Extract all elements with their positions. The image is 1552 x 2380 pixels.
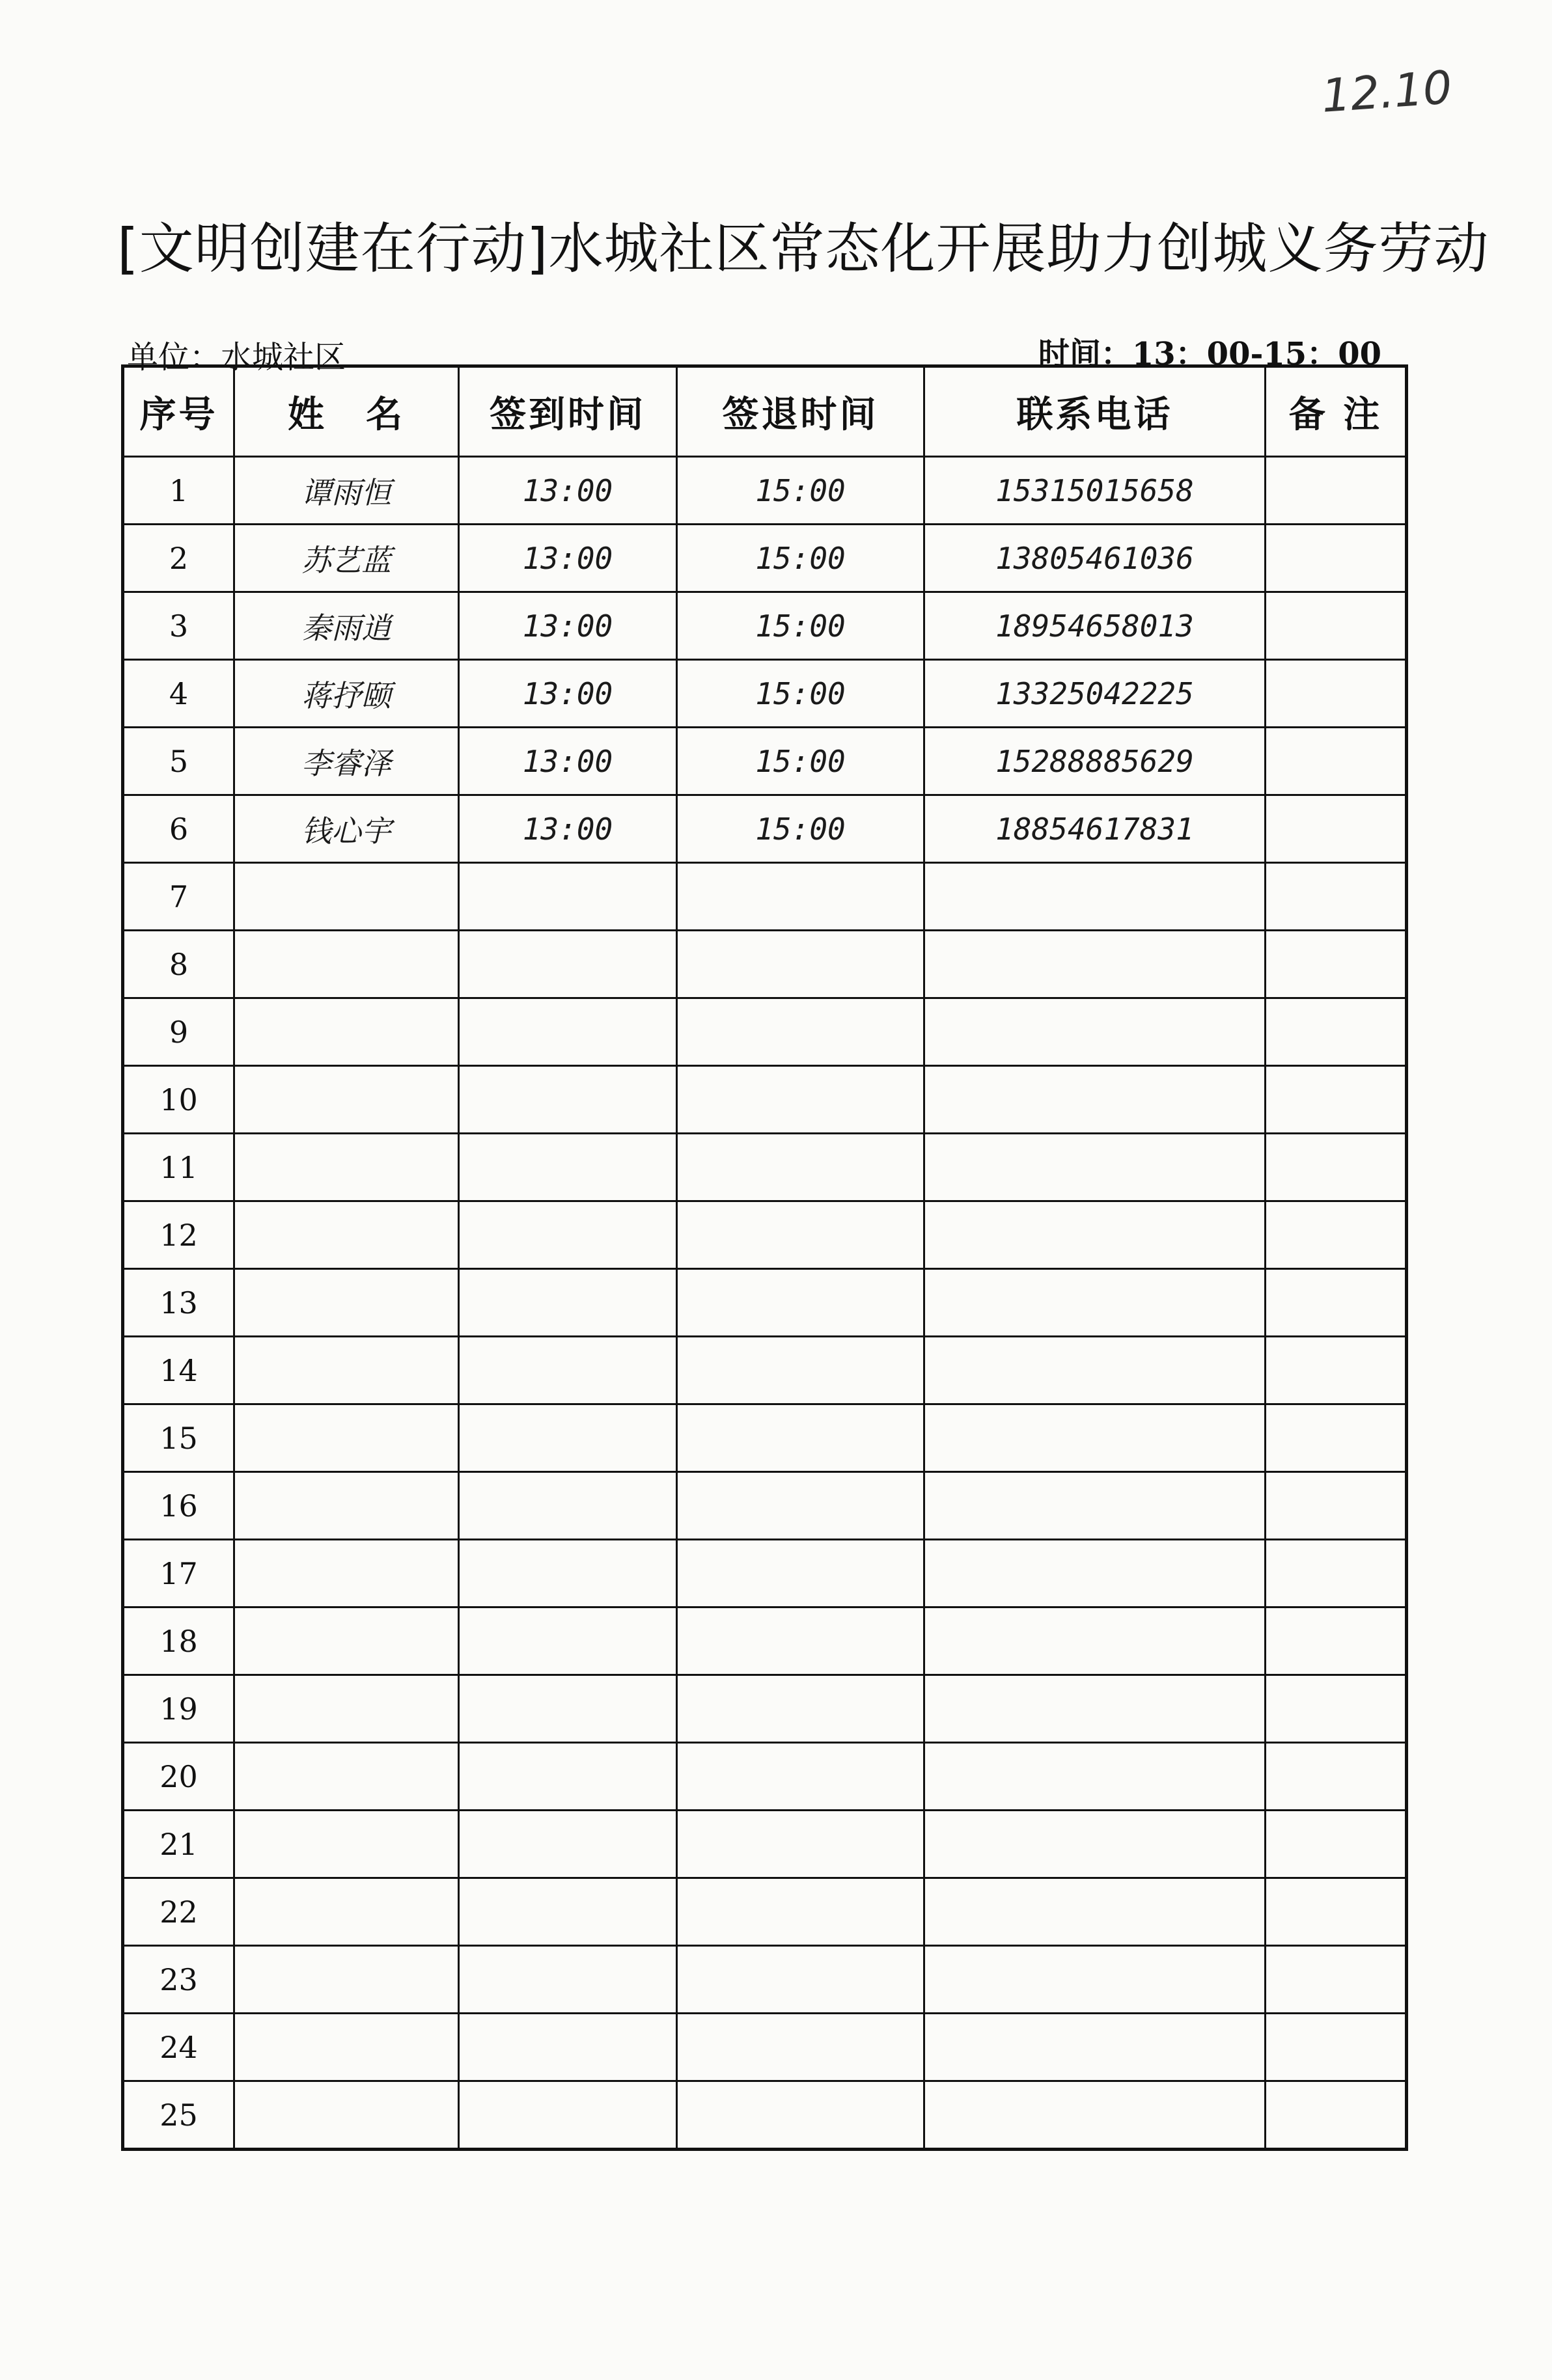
row-name: 蒋抒颐 [234,660,459,728]
row-name [234,863,459,931]
table-row [123,1472,1407,1540]
row-name: 苏艺蓝 [234,525,459,592]
row-name [234,2081,459,2150]
row-name [234,1472,459,1540]
row-phone [924,1743,1266,1811]
row-sign-in-time [459,1946,677,2014]
row-note [1266,1134,1407,1201]
row-sign-out-time: 15:00 [677,592,924,660]
row-index: 5 [123,728,234,795]
row-index: 22 [123,1878,234,1946]
row-note [1266,2081,1407,2150]
row-sign-out-time [677,2014,924,2081]
row-index: 23 [123,1946,234,2014]
row-note [1266,1878,1407,1946]
row-note [1266,1472,1407,1540]
row-sign-in-time [459,1675,677,1743]
table-row [123,1607,1407,1675]
row-index: 20 [123,1743,234,1811]
row-sign-in-time [459,1404,677,1472]
row-name [234,1675,459,1743]
table-row [123,1066,1407,1134]
row-sign-out-time: 15:00 [677,457,924,525]
table-row [123,1404,1407,1472]
row-note [1266,863,1407,931]
row-sign-out-time [677,1066,924,1134]
row-sign-in-time: 13:00 [459,660,677,728]
row-phone [924,1404,1266,1472]
row-index: 4 [123,660,234,728]
row-note [1266,1743,1407,1811]
row-index: 25 [123,2081,234,2150]
row-name [234,931,459,998]
row-index: 9 [123,998,234,1066]
row-index: 12 [123,1201,234,1269]
row-sign-in-time [459,1811,677,1878]
row-index: 8 [123,931,234,998]
row-sign-out-time [677,1878,924,1946]
row-sign-out-time [677,863,924,931]
row-sign-out-time [677,1743,924,1811]
row-name [234,1878,459,1946]
row-index: 3 [123,592,234,660]
header-index: 序号 [123,366,234,457]
row-index: 1 [123,457,234,525]
row-name: 李睿泽 [234,728,459,795]
table-row [123,660,1407,728]
row-phone: 18854617831 [924,795,1266,863]
table-row [123,1675,1407,1743]
row-note [1266,1337,1407,1404]
table-row [123,457,1407,525]
row-sign-out-time [677,2081,924,2150]
row-note [1266,1404,1407,1472]
table-row [123,2014,1407,2081]
row-sign-out-time [677,1201,924,1269]
row-sign-out-time [677,1540,924,1607]
row-note [1266,660,1407,728]
row-sign-in-time [459,2081,677,2150]
row-sign-in-time: 13:00 [459,592,677,660]
table-row [123,592,1407,660]
table-row [123,1337,1407,1404]
table-body [123,457,1407,2150]
row-sign-in-time [459,1878,677,1946]
row-sign-in-time [459,2014,677,2081]
row-index: 11 [123,1134,234,1201]
row-sign-in-time [459,931,677,998]
row-index: 10 [123,1066,234,1134]
row-name [234,1946,459,2014]
table-row [123,863,1407,931]
row-phone: 18954658013 [924,592,1266,660]
row-index: 6 [123,795,234,863]
row-name [234,1404,459,1472]
header-sign-in-time: 签到时间 [459,366,677,457]
row-sign-out-time: 15:00 [677,525,924,592]
row-name [234,1066,459,1134]
row-name: 钱心宇 [234,795,459,863]
row-index: 13 [123,1269,234,1337]
row-sign-in-time [459,1540,677,1607]
row-phone [924,1337,1266,1404]
row-name [234,1607,459,1675]
row-index: 24 [123,2014,234,2081]
row-phone [924,2014,1266,2081]
sign-in-table [121,364,1408,2151]
row-phone: 15288885629 [924,728,1266,795]
row-index: 15 [123,1404,234,1472]
row-index: 18 [123,1607,234,1675]
row-sign-out-time: 15:00 [677,728,924,795]
row-note [1266,1201,1407,1269]
row-sign-in-time [459,1269,677,1337]
row-sign-in-time [459,1134,677,1201]
table-row [123,1540,1407,1607]
table-row [123,2081,1407,2150]
row-sign-in-time [459,1066,677,1134]
page-title: [文明创建在行动]水城社区常态化开展助力创城义务劳动 [117,217,1490,280]
row-sign-out-time: 15:00 [677,795,924,863]
table-row [123,931,1407,998]
row-sign-out-time [677,1946,924,2014]
row-name [234,1134,459,1201]
row-phone [924,1472,1266,1540]
row-phone [924,2081,1266,2150]
row-index: 2 [123,525,234,592]
row-sign-in-time [459,1743,677,1811]
row-phone [924,1540,1266,1607]
time-label: 时间：13：00-15：00 [1038,336,1381,372]
row-sign-out-time [677,998,924,1066]
row-note [1266,1607,1407,1675]
row-sign-out-time [677,1134,924,1201]
table-row [123,1743,1407,1811]
row-phone [924,1269,1266,1337]
row-phone [924,863,1266,931]
row-sign-in-time: 13:00 [459,795,677,863]
row-phone [924,1675,1266,1743]
row-sign-out-time [677,1404,924,1472]
row-sign-out-time [677,1269,924,1337]
row-note [1266,1811,1407,1878]
table-row [123,1134,1407,1201]
row-name: 秦雨逍 [234,592,459,660]
row-sign-in-time [459,998,677,1066]
row-sign-in-time [459,1337,677,1404]
row-note [1266,2014,1407,2081]
row-phone: 13325042225 [924,660,1266,728]
row-name [234,1811,459,1878]
row-phone [924,1201,1266,1269]
row-sign-in-time: 13:00 [459,525,677,592]
table-header-row [123,366,1407,457]
row-sign-in-time [459,863,677,931]
row-index: 19 [123,1675,234,1743]
row-phone [924,1134,1266,1201]
row-name [234,2014,459,2081]
row-note [1266,998,1407,1066]
row-phone [924,1878,1266,1946]
row-index: 14 [123,1337,234,1404]
row-phone [924,1607,1266,1675]
row-note [1266,728,1407,795]
handwritten-date-note: 12.10 [1320,61,1454,123]
row-sign-out-time [677,1607,924,1675]
table-row [123,795,1407,863]
table-row [123,1201,1407,1269]
row-note [1266,1946,1407,2014]
table-row [123,1878,1407,1946]
row-name: 谭雨恒 [234,457,459,525]
row-sign-out-time: 15:00 [677,660,924,728]
row-sign-in-time: 13:00 [459,457,677,525]
row-phone: 15315015658 [924,457,1266,525]
row-note [1266,1540,1407,1607]
row-note [1266,931,1407,998]
row-note [1266,457,1407,525]
table-row [123,1269,1407,1337]
row-phone [924,1946,1266,2014]
row-name [234,998,459,1066]
row-name [234,1269,459,1337]
row-name [234,1743,459,1811]
row-sign-out-time [677,1337,924,1404]
row-phone [924,1066,1266,1134]
header-note: 备 注 [1266,366,1407,457]
table-row [123,998,1407,1066]
row-sign-out-time [677,1675,924,1743]
row-note [1266,1066,1407,1134]
row-name [234,1337,459,1404]
header-name: 姓 名 [234,366,459,457]
row-phone [924,931,1266,998]
row-name [234,1201,459,1269]
row-index: 16 [123,1472,234,1540]
row-phone: 13805461036 [924,525,1266,592]
header-phone: 联系电话 [924,366,1266,457]
row-name [234,1540,459,1607]
row-note [1266,1269,1407,1337]
table-row [123,525,1407,592]
table-row [123,728,1407,795]
row-note [1266,795,1407,863]
row-sign-in-time [459,1607,677,1675]
table-row [123,1811,1407,1878]
row-sign-in-time: 13:00 [459,728,677,795]
row-phone [924,1811,1266,1878]
row-sign-out-time [677,1811,924,1878]
row-note [1266,525,1407,592]
header-sign-out-time: 签退时间 [677,366,924,457]
row-note [1266,1675,1407,1743]
row-sign-in-time [459,1201,677,1269]
row-sign-out-time [677,1472,924,1540]
row-sign-in-time [459,1472,677,1540]
row-note [1266,592,1407,660]
row-index: 21 [123,1811,234,1878]
row-index: 17 [123,1540,234,1607]
row-sign-out-time [677,931,924,998]
table-row [123,1946,1407,2014]
unit-label: 单位：水城社区 [127,339,346,376]
row-phone [924,998,1266,1066]
row-index: 7 [123,863,234,931]
